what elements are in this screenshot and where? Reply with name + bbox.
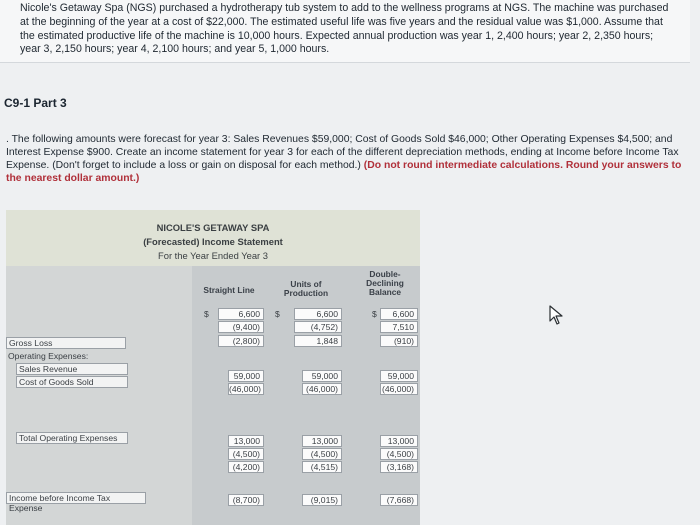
part-title: C9-1 Part 3 bbox=[4, 96, 67, 110]
gross-loss-label[interactable]: Gross Loss bbox=[6, 337, 126, 349]
instructions bbox=[6, 133, 686, 185]
input-cell[interactable]: (4,500) bbox=[302, 448, 342, 460]
column-header-units-of-production: Units of Production bbox=[283, 279, 329, 298]
input-cell[interactable]: 7,510 bbox=[380, 321, 418, 333]
input-cell[interactable]: (4,752) bbox=[294, 321, 342, 333]
input-cell[interactable]: (4,500) bbox=[228, 448, 264, 460]
input-cell[interactable]: 1,848 bbox=[294, 335, 342, 347]
statement-period: For the Year Ended Year 3 bbox=[158, 250, 268, 261]
operating-expenses-label: Operating Expenses: bbox=[8, 351, 89, 361]
problem-panel bbox=[0, 0, 690, 63]
currency-sign: $ bbox=[204, 309, 209, 319]
cogs-label[interactable]: Cost of Goods Sold bbox=[16, 376, 128, 388]
column-header-straight-line: Straight Line bbox=[203, 285, 255, 295]
label-column bbox=[6, 266, 192, 525]
mouse-pointer-icon bbox=[548, 305, 564, 325]
total-operating-label[interactable]: Total Operating Expenses bbox=[16, 432, 128, 444]
input-cell[interactable]: (4,500) bbox=[380, 448, 418, 460]
income-before-tax-label[interactable]: Income before Income Tax Expense bbox=[6, 492, 146, 504]
input-cell[interactable]: 6,600 bbox=[380, 308, 418, 320]
input-cell[interactable]: (46,000) bbox=[302, 383, 342, 395]
input-cell[interactable]: (4,515) bbox=[302, 461, 342, 473]
input-cell[interactable]: 59,000 bbox=[380, 370, 418, 382]
currency-sign: $ bbox=[275, 309, 280, 319]
sales-revenue-label[interactable]: Sales Revenue bbox=[16, 363, 128, 375]
input-cell[interactable]: 6,600 bbox=[218, 308, 264, 320]
instructions-rounding: (Do not round intermediate calculations. Round your answers to the nearest dollar amount.) bbox=[6, 160, 682, 184]
input-cell[interactable]: (8,700) bbox=[228, 494, 264, 506]
input-cell[interactable]: 13,000 bbox=[228, 435, 264, 447]
statement-header bbox=[6, 210, 420, 266]
instructions-main: . The following amounts were forecast for year 3: Sales Revenues $59,000; Cost of Goods Sold $46,000; Other Operating Expenses $4,500; and Interest Expense $900. Create an income statement for year 3 for each of the different depreciation methods, ending at Income before Income Tax Expense. (Don't forget to include a loss or gain on disposal for each method.) bbox=[6, 134, 679, 171]
column-header-double-declining: Double-Declining Balance bbox=[366, 269, 404, 297]
input-cell[interactable]: (9,015) bbox=[302, 494, 342, 506]
input-cell[interactable]: (4,200) bbox=[228, 461, 264, 473]
input-cell[interactable]: 59,000 bbox=[228, 370, 264, 382]
input-cell[interactable]: 59,000 bbox=[302, 370, 342, 382]
input-cell[interactable]: (46,000) bbox=[380, 383, 418, 395]
input-cell[interactable]: 6,600 bbox=[294, 308, 342, 320]
input-cell[interactable]: (910) bbox=[380, 335, 418, 347]
income-statement-worksheet bbox=[6, 210, 420, 525]
statement-title: (Forecasted) Income Statement bbox=[143, 236, 283, 247]
input-cell[interactable]: 13,000 bbox=[380, 435, 418, 447]
input-cell[interactable]: (2,800) bbox=[218, 335, 264, 347]
input-cell[interactable]: (7,668) bbox=[380, 494, 418, 506]
input-cell[interactable]: 13,000 bbox=[302, 435, 342, 447]
input-cell[interactable]: (46,000) bbox=[228, 383, 264, 395]
input-cell[interactable]: (3,168) bbox=[380, 461, 418, 473]
input-cell[interactable]: (9,400) bbox=[218, 321, 264, 333]
currency-sign: $ bbox=[372, 309, 377, 319]
problem-text: Nicole's Getaway Spa (NGS) purchased a hydrotherapy tub system to add to the wellness programs at NGS. The machine was purchased at the beginning of the year at a cost of $22,000. The estimated useful life was five years and the residual value was $1,000. Assume that the estimated productive life of the machine is 10,000 hours. Expected annual production was year 1, 2,400 hours; year 2, 2,350 hours; year 3, 2,150 hours; year 4, 2,100 hours; and year 5, 1,000 hours. bbox=[20, 2, 669, 56]
company-name: NICOLE'S GETAWAY SPA bbox=[156, 222, 270, 233]
